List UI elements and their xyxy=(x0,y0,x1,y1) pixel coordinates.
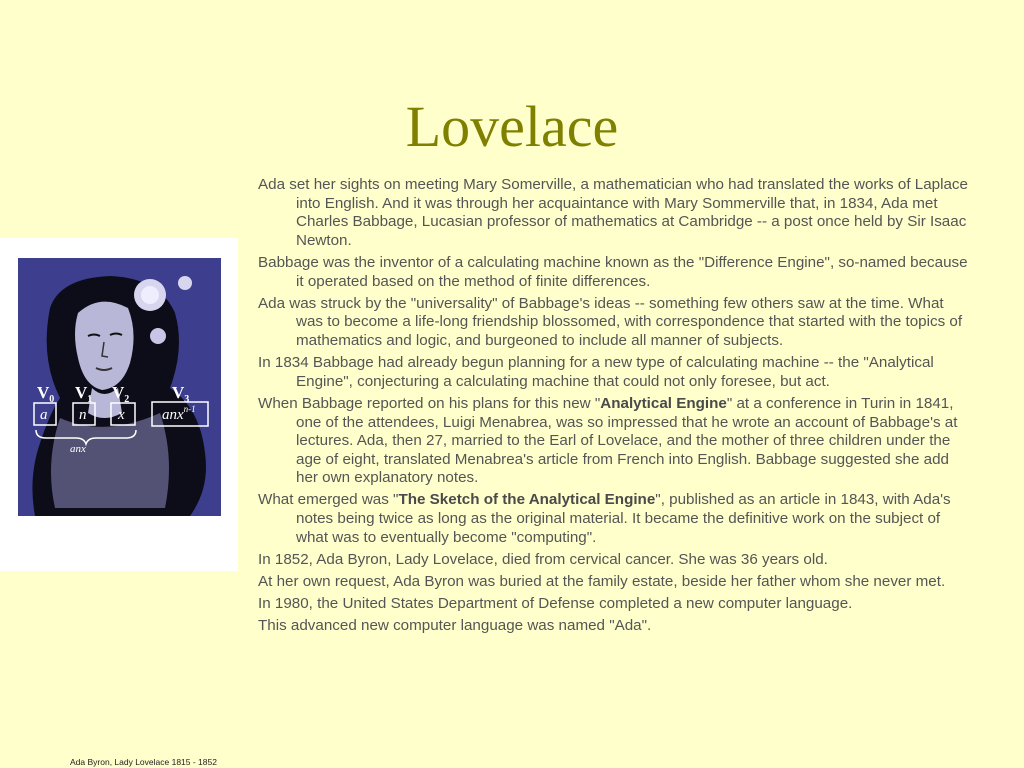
paragraph-text: At her own request, Ada Byron was buried at the family estate, beside her father whom she never met. xyxy=(258,573,946,591)
var-v0: $V_0$ xyxy=(37,383,55,405)
paragraph xyxy=(258,551,974,570)
paragraph-text: Ada set her sights on meeting Mary Somerville, a mathematician who had translated the works of Laplace into English. And it was through her acquaintance with Mary Sommerville that, in 1834, Ada met Charles Babbage, Lucasian professor of mathematics at Cambridge -- a post once held by Sir Isaac Newton. xyxy=(258,176,968,249)
cell-n: n xyxy=(79,407,87,423)
paragraph xyxy=(258,395,974,488)
cell-anx: anx$^{n-1}$ xyxy=(162,404,196,423)
paragraph-text: This advanced new computer language was named "Ada". xyxy=(258,617,652,635)
portrait-image xyxy=(0,238,238,767)
body-text xyxy=(258,176,974,640)
paragraph xyxy=(258,176,974,250)
paragraph-text: Babbage was the inventor of a calculating machine known as the "Difference Engine", so-named because it operated based on the method of finite differences. xyxy=(258,253,968,290)
paragraph xyxy=(258,491,974,547)
paragraph xyxy=(258,254,974,291)
paragraph xyxy=(258,617,974,636)
paragraph-text: Ada was struck by the "universality" of Babbage's ideas -- something few others saw at the time. What was to become a life-long friendship blossomed, with correspondence that started with the topics of mathematics and logic, and burgeoned to include all manner of subjects. xyxy=(258,294,963,349)
bold-text: The Sketch of the Analytical Engine xyxy=(398,491,656,509)
var-v3: $V_3$ xyxy=(172,383,190,405)
slide-title: Lovelace xyxy=(405,94,619,159)
paragraph-text: In 1834 Babbage had already begun planning for a new type of calculating machine -- the "Analytical Engine", conjecturing a calculating machine that could not only foresee, but act. xyxy=(258,354,934,390)
paragraph-text: What emerged was " xyxy=(258,491,399,509)
paragraph-text: In 1980, the United States Department of Defense completed a new computer language. xyxy=(258,595,853,613)
bold-text: Analytical Engine xyxy=(600,394,727,412)
paragraph-text: " at a conference in Turin in 1841, one of the attendees, Luigi Menabrea, was so impressed that he wrote an account of Babbage's at lectures. Ada, then 27, married to the Earl of Lovelace, and the mother of three children under the age of eight, translated Menabrea's article from French into English. Babbage suggested she add her own explanatory notes. xyxy=(296,394,958,487)
paragraph-text: In 1852, Ada Byron, Lady Lovelace, died from cervical cancer. She was 36 years old. xyxy=(258,550,828,568)
portrait-caption: Ada Byron, Lady Lovelace 1815 - 1852 xyxy=(70,757,217,767)
paragraph-text: When Babbage reported on his plans for this new " xyxy=(258,394,601,412)
brace-label: anx xyxy=(70,443,86,455)
ada-lovelace-portrait xyxy=(0,238,238,571)
paragraph xyxy=(258,595,974,614)
paragraph-text: ", published as an article in 1843, with Ada's notes being twice as long as the original material. It became the definitive work on the subject of what was to eventually become "computing". xyxy=(296,491,951,546)
paragraph xyxy=(258,573,974,592)
var-v1: $V_1$ xyxy=(75,383,93,405)
cell-x: x xyxy=(118,407,125,423)
paragraph xyxy=(258,295,974,351)
cell-a: a xyxy=(40,407,48,423)
var-v2: $V_2$ xyxy=(112,383,130,405)
paragraph xyxy=(258,354,974,391)
